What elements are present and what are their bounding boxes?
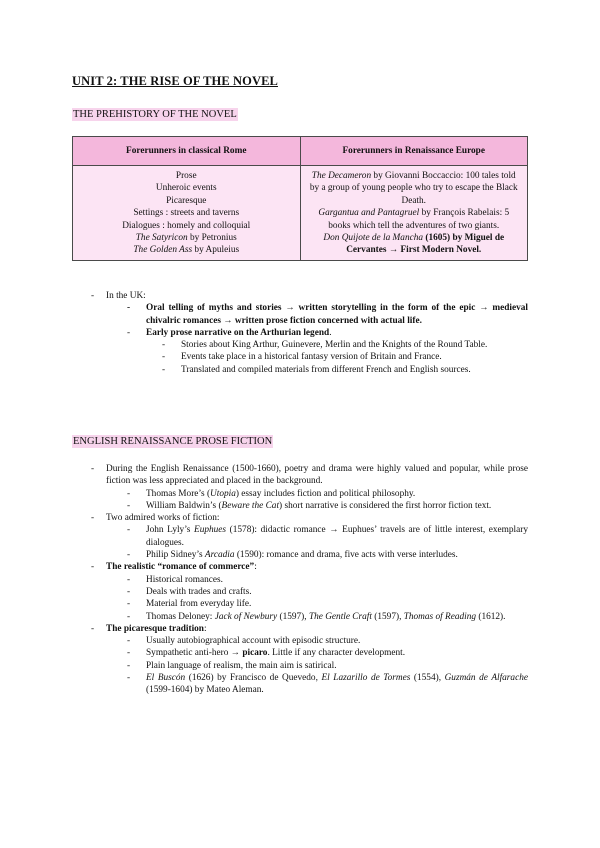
cell-line: Prose xyxy=(175,171,197,181)
uk-list xyxy=(72,290,528,376)
list-item-tail: : xyxy=(203,623,207,634)
cell-line: Dialogues : homely and colloquial xyxy=(122,220,251,231)
work-title: Thomas of Reading xyxy=(403,611,477,622)
text: ) short narrative is considered the first horror fiction text. xyxy=(279,500,492,511)
work-title: Jack of Newbury xyxy=(214,611,278,622)
list-item: - During the English Renaissance (1500-1660), poetry and drama were highly valued and popular, while prose fiction was less appreciated and placed in the background. xyxy=(72,463,528,488)
cell-line: Settings : streets and taverns xyxy=(133,208,240,219)
work-title: The Golden Ass xyxy=(133,245,193,256)
work-title: Arcadia xyxy=(204,550,235,561)
list-item: - Stories about King Arthur, Guinevere, Merlin and the Knights of the Round Table. xyxy=(72,339,528,351)
text: (1612). xyxy=(476,611,506,622)
list-item xyxy=(72,488,528,500)
text: (1597), xyxy=(277,611,309,622)
list-item: - Material from everyday life. xyxy=(72,598,528,610)
text: Thomas Deloney: xyxy=(146,611,215,622)
work-description: by François Rabelais: 5 books which tell the adventures of two giants. xyxy=(328,208,510,231)
work-author: by Apuleius xyxy=(192,245,240,256)
list-item-tail: . xyxy=(329,327,332,338)
work-title: Guzmán de Alfarache xyxy=(444,673,528,684)
section-heading-renaissance-prose: ENGLISH RENAISSANCE PROSE FICTION xyxy=(73,436,273,447)
list-item xyxy=(72,672,528,697)
work-title: El Buscón xyxy=(146,673,186,684)
work-title: Utopia xyxy=(210,488,236,499)
list-item: - Usually autobiographical account with episodic structure. xyxy=(72,635,528,647)
list-item: - Two admired works of fiction: xyxy=(72,512,528,524)
term-picaro: picaro xyxy=(242,648,268,659)
cell-line: Picaresque xyxy=(166,195,207,206)
cell-line xyxy=(79,232,294,244)
work-title: The Gentle Craft xyxy=(308,611,372,622)
text: Philip Sidney’s xyxy=(146,550,205,561)
text: . Little if any character development. xyxy=(267,648,406,659)
text: (1626) by Francisco de Quevedo, xyxy=(185,673,322,684)
text: (1554), xyxy=(410,673,445,684)
list-item: - Oral telling of myths and stories → written storytelling in the form of the epic → medieval chivalric romances → written prose fiction concerned with actual life. xyxy=(72,302,528,327)
list-item: - Deals with trades and crafts. xyxy=(72,586,528,598)
cell-line xyxy=(79,244,294,256)
list-item xyxy=(72,647,528,659)
work-title: El Lazarillo de Tormes xyxy=(321,673,411,684)
work-title: Euphues xyxy=(194,525,227,536)
text: (1597), xyxy=(371,611,404,622)
cell-renaissance-europe xyxy=(300,166,528,261)
text: John Lyly’s xyxy=(146,525,195,536)
text: William Baldwin’s ( xyxy=(146,500,222,511)
cell-entry-quijote xyxy=(307,232,522,257)
work-description: (1605) by Miguel de Cervantes → First Modern Novel. xyxy=(346,233,505,256)
text: (1599-1604) by Mateo Aleman. xyxy=(146,685,264,696)
header-classical-rome: Forerunners in classical Rome xyxy=(73,137,301,166)
text: (1578): didactic romance → Euphues’ travels are of little interest, exemplary dialogues. xyxy=(146,525,528,548)
section-heading-prehistory: THE PREHISTORY OF THE NOVEL xyxy=(73,109,237,120)
list-item xyxy=(72,611,528,623)
text: Sympathetic anti-hero → xyxy=(146,648,243,659)
list-item-strong: Early prose narrative on the Arthurian legend xyxy=(146,327,330,338)
list-item: - Plain language of realism, the main aim is satirical. xyxy=(72,660,528,672)
table-row xyxy=(73,166,528,261)
list-item-tail: : xyxy=(254,562,257,573)
list-item xyxy=(72,561,528,573)
unit-title: UNIT 2: THE RISE OF THE NOVEL xyxy=(72,74,278,88)
table-header-row xyxy=(73,137,528,166)
list-item xyxy=(72,549,528,561)
work-title: The Decameron xyxy=(311,171,372,181)
work-title: The Satyricon xyxy=(135,233,188,244)
cell-classical-rome xyxy=(73,166,301,261)
list-item xyxy=(72,623,528,635)
work-description: by Giovanni Boccaccio: 100 tales told by a group of young people who try to escape the Black Death. xyxy=(309,171,518,206)
work-title: Don Quijote de la Mancha xyxy=(323,233,424,244)
list-item: - Historical romances. xyxy=(72,574,528,586)
text: (1590): romance and drama, five acts with verse interludes. xyxy=(234,550,458,561)
text: Thomas More’s ( xyxy=(146,488,211,499)
text: ) essay includes fiction and political philosophy. xyxy=(235,488,416,499)
list-item-uk: - In the UK: xyxy=(72,290,528,302)
cell-entry-decameron xyxy=(307,170,522,207)
list-item xyxy=(72,500,528,512)
header-renaissance-europe: Forerunners in Renaissance Europe xyxy=(300,137,528,166)
list-item xyxy=(72,524,528,549)
list-item-strong: The realistic “romance of commerce” xyxy=(106,562,255,573)
list-item: - Events take place in a historical fantasy version of Britain and France. xyxy=(72,351,528,363)
cell-line: Unheroic events xyxy=(155,183,217,194)
cell-entry-gargantua xyxy=(307,207,522,232)
work-title: Beware the Cat xyxy=(221,500,280,511)
work-author: by Petronius xyxy=(187,233,237,244)
forerunners-table xyxy=(72,136,528,261)
renaissance-list xyxy=(72,463,528,697)
list-item: - Translated and compiled materials from different French and English sources. xyxy=(72,364,528,376)
work-title: Gargantua and Pantagruel xyxy=(318,208,420,219)
list-item-strong: The picaresque tradition xyxy=(106,623,204,634)
list-item xyxy=(72,327,528,339)
